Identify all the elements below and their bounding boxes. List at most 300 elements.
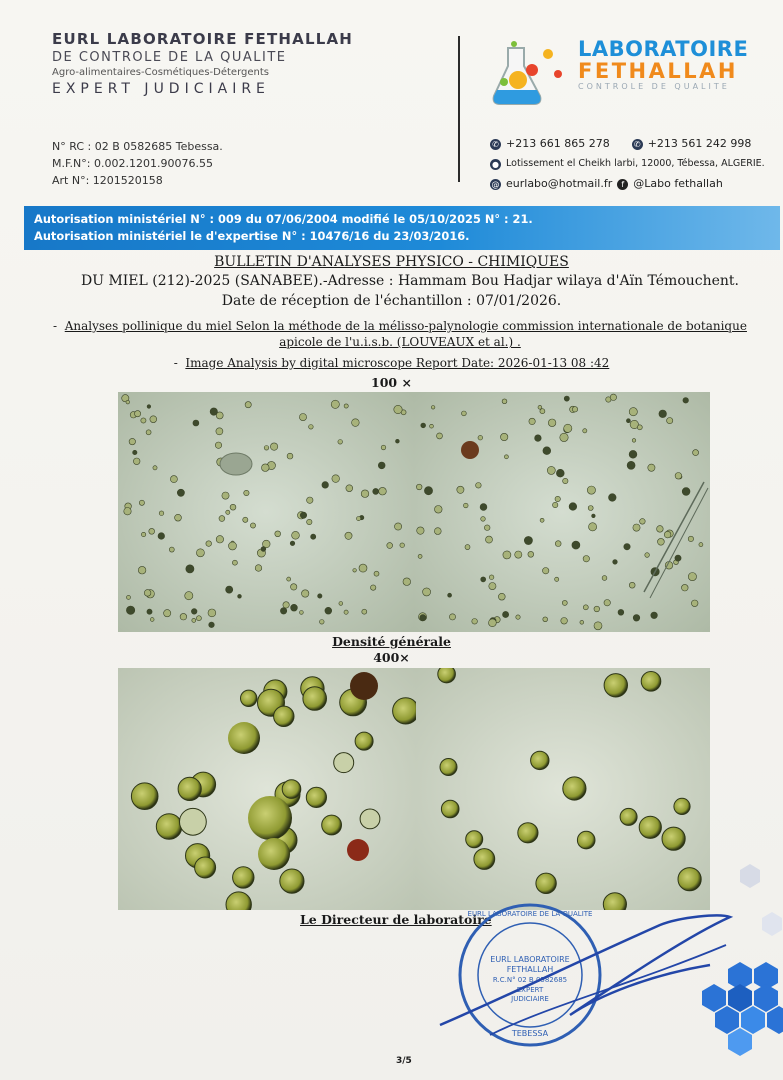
- mf-number: M.F.N°: 0.002.1201.90076.55: [52, 157, 213, 170]
- pollen-dot: [657, 526, 664, 533]
- pollen-dot: [664, 531, 671, 538]
- pollen-dot: [396, 439, 400, 443]
- pollen-dot: [562, 600, 567, 605]
- pollen-grain: [531, 751, 549, 769]
- pollen-dot: [226, 510, 230, 514]
- pollen-grain: [563, 777, 586, 800]
- pollen-dot: [538, 405, 542, 409]
- pollen-dot: [564, 424, 572, 432]
- lab-name-line2: FETHALLAH: [578, 59, 738, 83]
- pollen-dot: [553, 502, 558, 507]
- pollen-dot: [629, 450, 637, 458]
- pollen-dot: [379, 487, 387, 495]
- pollen-dot: [126, 606, 134, 614]
- pollen-dot: [481, 577, 486, 582]
- company-ids: [52, 138, 223, 189]
- pollen-dot: [146, 430, 151, 435]
- pollen-dot: [602, 576, 607, 581]
- pollen-dot: [633, 615, 640, 622]
- page-number: 3/5: [396, 1056, 412, 1066]
- facebook-icon: f: [617, 179, 628, 190]
- image-analysis: - Image Analysis by digital microscope Report Date: 2026-01-13 08 :42: [173, 356, 610, 370]
- pollen-dot: [216, 536, 223, 543]
- pollen-dot: [216, 428, 223, 435]
- pollen-dot: [589, 523, 597, 531]
- pollen-dot: [229, 542, 237, 550]
- pollen-grain: [156, 814, 182, 840]
- pollen-dot: [503, 611, 509, 617]
- pollen-dot: [144, 590, 151, 597]
- pollen-dot: [291, 584, 297, 590]
- pollen-dot: [640, 519, 646, 525]
- stamp-line-2: FETHALLAH: [506, 965, 554, 974]
- pollen-dot: [651, 612, 658, 619]
- pollen-dot: [280, 608, 286, 614]
- pollen-grain: [195, 857, 216, 878]
- pollen-dot: [215, 442, 221, 448]
- hexagon-decoration-icon: [690, 850, 783, 1060]
- pollen-dot: [688, 573, 696, 581]
- phone-row: [490, 134, 765, 154]
- pollen-dot: [226, 586, 233, 593]
- pollen-dot: [141, 418, 146, 423]
- pollen-grain: [440, 759, 457, 776]
- pollen-dot: [420, 615, 426, 621]
- pollen-dot: [580, 620, 584, 624]
- pollen-dot: [583, 556, 589, 562]
- pollen-dot: [170, 476, 177, 483]
- header-divider: [458, 36, 460, 182]
- pollen-dot: [141, 532, 145, 536]
- pollen-grain: [604, 674, 627, 697]
- pollen-dot: [535, 435, 542, 442]
- pollen-dot: [610, 394, 616, 400]
- pollen-dot: [177, 489, 184, 496]
- phone-1: +213 661 865 278: [506, 137, 610, 150]
- micrograph-100x-right: [414, 392, 710, 632]
- pollen-dot: [626, 419, 630, 423]
- pollen-dot: [421, 423, 426, 428]
- pollen-dot: [484, 525, 490, 531]
- pollen-dot: [290, 541, 295, 546]
- pollen-dot: [645, 553, 650, 558]
- pollen-dot: [230, 504, 236, 510]
- pollen-grain: [518, 823, 538, 843]
- pollen-dot: [683, 398, 689, 404]
- pollen-dot: [486, 536, 493, 543]
- pollen-dot: [583, 429, 587, 433]
- pollen-grain: [280, 869, 304, 893]
- pollen-dot: [569, 503, 577, 511]
- pollen-dot: [192, 618, 196, 622]
- art-number: Art N°: 1201520158: [52, 174, 163, 187]
- pollen-dot: [504, 455, 508, 459]
- whatsapp-icon: ✆: [490, 139, 501, 150]
- pollen-dot: [374, 571, 379, 576]
- rc-number: N° RC : 02 B 0582685 Tebessa.: [52, 140, 223, 153]
- pollen-dot: [543, 617, 548, 622]
- pollen-dot: [206, 541, 212, 547]
- pollen-dot: [196, 549, 204, 557]
- pollen-dot: [133, 458, 140, 465]
- pollen-dot: [264, 446, 269, 451]
- pollen-dot: [435, 506, 443, 514]
- pollen-dot: [540, 409, 545, 414]
- pollen-dot: [501, 433, 508, 440]
- pollen-dot: [292, 531, 300, 539]
- pollen-dot: [309, 425, 314, 430]
- pollen-dot: [675, 473, 682, 480]
- pollen-dot: [675, 555, 681, 561]
- pollen-dot: [524, 536, 532, 544]
- pollen-dot: [371, 585, 376, 590]
- pollen-dot: [462, 411, 467, 416]
- location-icon: ●: [490, 159, 501, 170]
- micrograph-400x-left: [118, 668, 416, 910]
- pollen-dot: [332, 475, 340, 483]
- pollen-dot: [633, 524, 640, 531]
- pollen-dot: [322, 482, 329, 489]
- address: Lotissement el Cheikh larbi, 12000, Tébessa, ALGERIE.: [506, 158, 765, 169]
- pollen-dot: [325, 607, 332, 614]
- pollen-dot: [245, 402, 251, 408]
- pollen-dot: [693, 450, 699, 456]
- pollen-dot: [300, 512, 306, 518]
- pollen-dot: [378, 462, 385, 469]
- pollen-dot: [618, 609, 624, 615]
- analysis-method-text: Analyses pollinique du miel Selon la méthode de la mélisso-palynologie commission internationale de botanique apicole de l'u.i.s.b. (LOUVEAUX et al.) .: [64, 319, 747, 349]
- pollen-dot: [159, 511, 164, 516]
- company-expert: EXPERT JUDICIAIRE: [52, 81, 270, 97]
- pollen-dot: [232, 560, 237, 565]
- pollen-dot: [180, 613, 187, 620]
- pollen-dot: [604, 600, 610, 606]
- pollen-dot: [424, 487, 432, 495]
- bulletin-title: BULLETIN D'ANALYSES PHYSICO - CHIMIQUES: [214, 254, 569, 270]
- pollen-dot: [465, 545, 470, 550]
- pollen-dot: [262, 464, 270, 472]
- pollen-dot: [352, 419, 360, 427]
- pollen-dot: [688, 536, 693, 541]
- pollen-dot: [357, 517, 361, 521]
- pollen-dot: [158, 533, 165, 540]
- pollen-dot: [417, 527, 424, 534]
- header-left: [52, 30, 452, 97]
- pollen-dot: [300, 611, 304, 615]
- pollen-dot: [149, 528, 155, 534]
- pollen-dot: [448, 593, 452, 597]
- pollen-dot: [126, 400, 130, 404]
- pollen-dot: [287, 577, 291, 581]
- pollen-grain: [131, 783, 158, 810]
- pollen-dot: [489, 583, 496, 590]
- pollen-dot: [135, 411, 141, 417]
- pollen-dot: [185, 592, 193, 600]
- pollen-dot: [150, 416, 157, 423]
- pollen-dot: [150, 618, 154, 622]
- pollen-dot: [373, 488, 379, 494]
- pollen-dot: [503, 551, 511, 559]
- pollen-grain: [438, 668, 456, 683]
- pollen-dot: [344, 404, 348, 408]
- email-icon: @: [491, 179, 500, 189]
- pollen-dot: [560, 433, 568, 441]
- email: eurlabo@hotmail.fr: [506, 177, 613, 190]
- pollen-dot: [311, 534, 316, 539]
- pollen-dot: [561, 618, 568, 625]
- pollen-dot: [318, 594, 322, 598]
- pollen-dot: [395, 523, 402, 530]
- pollen-dot: [682, 584, 689, 591]
- pollen-dot: [270, 443, 277, 450]
- pollen-dot: [528, 551, 534, 557]
- pollen-dot: [489, 575, 494, 580]
- pollen-grain: [641, 672, 661, 692]
- pollen-dot: [381, 445, 386, 450]
- pollen-grain: [178, 777, 201, 800]
- pollen-grain: [282, 780, 301, 799]
- pollen-grain: [393, 698, 416, 724]
- lab-logo-icon: [488, 40, 570, 110]
- stamp-line-5: JUDICIAIRE: [511, 995, 549, 1003]
- stamp-line-4: EXPERT: [516, 986, 544, 994]
- reception-date: Date de réception de l'échantillon : 07/01/2026.: [221, 293, 562, 309]
- pollen-dot: [124, 508, 131, 515]
- pollen-grain: [274, 706, 294, 726]
- pollen-dot: [169, 547, 174, 552]
- analysis-method: - Analyses pollinique du miel Selon la méthode de la mélisso-palynologie commission internationale de botanique apicole de l'u.i.s.b. (LOUVEAUX et al.) .: [53, 319, 747, 349]
- pollen-dot: [243, 517, 248, 522]
- pollen-dot: [127, 595, 131, 599]
- stamp-city: TEBESSA: [511, 1029, 549, 1038]
- pollen-dot: [138, 566, 146, 574]
- pollen-dot: [637, 425, 642, 430]
- company-subtitle: DE CONTROLE DE LA QUALITE: [52, 50, 287, 65]
- pollen-dot: [563, 478, 568, 483]
- pollen-dot: [667, 418, 673, 424]
- pollen-dot: [624, 544, 630, 550]
- pollen-dot: [682, 488, 690, 496]
- pollen-dot: [287, 453, 293, 459]
- pollen-dot: [516, 615, 520, 619]
- pollen-dot: [299, 414, 306, 421]
- pollen-dot: [572, 541, 580, 549]
- pollen-dot: [627, 461, 635, 469]
- pollen-dot: [659, 410, 667, 418]
- pollen-dot: [489, 619, 497, 627]
- pollen-dot: [609, 494, 617, 502]
- pollen-dot: [250, 523, 255, 528]
- lab-name-line1: LABORATOIRE: [578, 37, 749, 61]
- pollen-dot: [210, 408, 217, 415]
- pollen-dot: [613, 560, 618, 565]
- director-signature-label: Le Directeur de laboratoire: [300, 912, 492, 927]
- pollen-dot: [556, 469, 564, 477]
- contact-block: [490, 134, 765, 194]
- stamp-line-3: R.C.N° 02 B 0582685: [492, 976, 568, 984]
- pollen-dot: [261, 547, 266, 552]
- pollen-dot: [338, 440, 343, 445]
- pollen-dot: [133, 450, 137, 454]
- pollen-dot: [164, 610, 171, 617]
- pollen-dot: [175, 514, 182, 521]
- pollen-dot: [238, 594, 242, 598]
- address-row: [490, 154, 765, 174]
- pollen-dot: [480, 504, 487, 511]
- pollen-dot: [658, 538, 665, 545]
- pollen-grain: [441, 800, 459, 818]
- pollen-dot: [587, 486, 595, 494]
- authorization-band: [24, 206, 780, 250]
- pollen-grain: [306, 787, 326, 807]
- pollen-grain: [360, 809, 380, 829]
- pollen-dot: [208, 609, 216, 617]
- pollen-dot: [361, 490, 369, 498]
- pollen-dot: [291, 604, 298, 611]
- pollen-dot: [307, 497, 313, 503]
- stamp-ring-text: EURL LABORATOIRE DE LA QUALITE: [467, 910, 593, 918]
- magnification-100: 100 ×: [371, 375, 412, 390]
- pollen-dot: [129, 438, 135, 444]
- authorization-line-1: Autorisation ministériel N° : 009 du 07/06/2004 modifié le 05/10/2025 N° : 21.: [34, 212, 533, 226]
- pollen-dot: [302, 590, 309, 597]
- pollen-dot: [400, 543, 405, 548]
- pollen-dot: [437, 433, 443, 439]
- pollen-grain: [233, 867, 254, 888]
- pollen-dot: [594, 622, 602, 630]
- pollen-dot: [564, 396, 569, 401]
- pollen-dot: [345, 532, 352, 539]
- micrograph-400x-right: [416, 668, 710, 910]
- email-row: [490, 174, 765, 194]
- pollen-dot: [481, 517, 486, 522]
- pollen-dot: [583, 605, 588, 610]
- facebook-handle: @Labo fethallah: [633, 177, 723, 190]
- pollen-dot: [472, 619, 478, 625]
- pollen-dot: [434, 528, 441, 535]
- sample-line: DU MIEL (212)-2025 (SANABEE).-Adresse : Hammam Bou Hadjar wilaya d'Aïn Témouchent.: [80, 273, 740, 289]
- pollen-dot: [555, 577, 559, 581]
- micrograph-100x-left: [118, 392, 414, 632]
- pollen-dot: [476, 483, 482, 489]
- lab-name-line3: CONTROLE DE QUALITE: [578, 82, 730, 91]
- pollen-dot: [387, 543, 393, 549]
- pollen-dot: [222, 492, 229, 499]
- pollen-grain: [662, 827, 685, 850]
- pollen-dot: [359, 564, 367, 572]
- pollen-grain: [639, 816, 661, 838]
- pollen-grain: [620, 808, 637, 825]
- pollen-dot: [153, 466, 157, 470]
- pollen-grain: [466, 831, 483, 848]
- pollen-dot: [632, 439, 636, 443]
- pollen-dot: [588, 506, 593, 511]
- pollen-dot: [339, 602, 343, 606]
- pollen-dot: [307, 519, 312, 524]
- pollen-dot: [594, 606, 600, 612]
- pollen-dot: [502, 399, 507, 404]
- lab-name: [578, 38, 748, 92]
- pollen-dot: [283, 602, 289, 608]
- pollen-dot: [346, 485, 353, 492]
- pollen-dot: [362, 609, 367, 614]
- pollen-grain: [674, 798, 690, 814]
- pollen-dot: [431, 406, 435, 410]
- pollen-dot: [498, 593, 505, 600]
- pollen-grain: [180, 808, 207, 835]
- pollen-dot: [691, 600, 698, 607]
- pollen-dot: [543, 447, 551, 455]
- density-label: Densité générale: [332, 634, 451, 649]
- pollen-dot: [540, 518, 544, 522]
- pollen-dot: [275, 531, 281, 537]
- stamp-line-1: EURL LABORATOIRE: [490, 955, 570, 964]
- pollen-dot: [186, 565, 194, 573]
- pollen-dot: [147, 405, 151, 409]
- pollen-dot: [457, 486, 464, 493]
- pollen-dot: [555, 496, 560, 501]
- pollen-dot: [529, 418, 535, 424]
- pollen-dot: [629, 582, 635, 588]
- pollen-dot: [515, 551, 522, 558]
- pollen-dot: [139, 500, 144, 505]
- pollen-grain: [536, 873, 556, 893]
- pollen-dot: [592, 514, 596, 518]
- pollen-dot: [191, 609, 197, 615]
- pollen-dot: [478, 435, 483, 440]
- pollen-grain: [334, 753, 354, 773]
- phone-2: +213 561 242 998: [647, 137, 752, 150]
- pollen-grain: [322, 815, 342, 835]
- magnification-400: 400×: [373, 650, 410, 665]
- pollen-dot: [147, 609, 152, 614]
- pollen-dot: [430, 424, 434, 428]
- image-analysis-text: Image Analysis by digital microscope Report Date: 2026-01-13 08 :42: [185, 356, 610, 370]
- pollen-dot: [193, 420, 199, 426]
- pollen-dot: [547, 466, 555, 474]
- pollen-dot: [423, 588, 431, 596]
- pollen-grain: [355, 732, 373, 750]
- pollen-dot: [403, 578, 411, 586]
- pollen-grain: [303, 687, 327, 711]
- pollen-grain: [241, 690, 257, 706]
- pollen-dot: [244, 490, 249, 495]
- pollen-dot: [344, 610, 348, 614]
- pollen-dot: [699, 543, 703, 547]
- pollen-dot: [320, 620, 325, 625]
- pollen-dot: [548, 419, 556, 427]
- pollen-dot: [394, 405, 402, 413]
- pollen-dot: [449, 614, 455, 620]
- pollen-dot: [209, 622, 215, 628]
- company-name: EURL LABORATOIRE FETHALLAH: [52, 30, 354, 48]
- authorization-line-2: Autorisation ministériel le d'expertise N° : 10476/16 du 23/03/2016.: [34, 229, 470, 243]
- pollen-dot: [572, 407, 577, 412]
- pollen-dot: [629, 408, 637, 416]
- pollen-dot: [353, 569, 357, 573]
- pollen-grain: [474, 849, 495, 870]
- pollen-dot: [331, 400, 339, 408]
- pollen-dot: [543, 568, 549, 574]
- pollen-dot: [416, 484, 422, 490]
- pollen-dot: [255, 565, 262, 572]
- pollen-dot: [196, 616, 201, 621]
- whatsapp-icon: ✆: [632, 139, 643, 150]
- pollen-dot: [464, 503, 469, 508]
- pollen-dot: [418, 554, 422, 558]
- pollen-dot: [555, 541, 561, 547]
- company-sectors: Agro-alimentaires-Cosmétiques-Détergents: [52, 67, 269, 78]
